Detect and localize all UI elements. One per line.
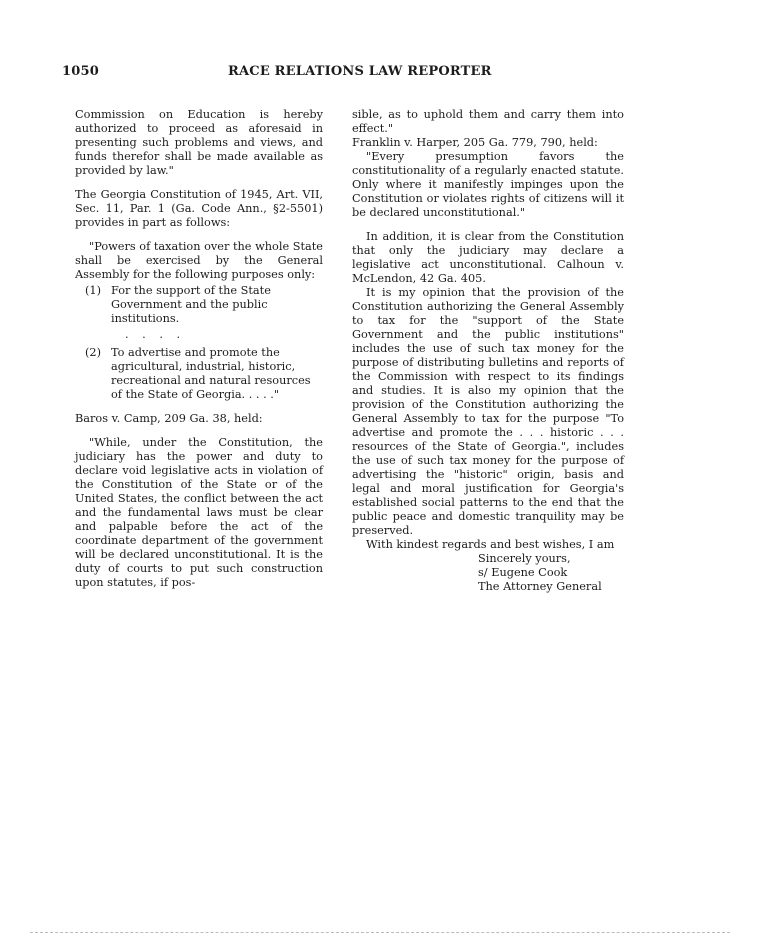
paragraph: In addition, it is clear from the Constitution that only the judiciary may declare a legislative act unconstitutional. Calhoun v. McLendon, 42 Ga. 405. — [352, 230, 624, 285]
signature-block — [478, 552, 624, 594]
left-column — [75, 108, 323, 590]
block-quote: "While, under the Constitution, the judiciary has the power and duty to declare void legislative acts in violation of the Constitution of the State or of the United States, the conflict between the act and the fundamental laws must be clear and palpable before the act of the coordinate department of the government will be declared unconstitutional. It is the duty of courts to put such construction upon statutes, if pos- — [75, 436, 323, 589]
footer-rule — [30, 932, 730, 934]
paragraph: Commission on Education is hereby authorized to proceed as aforesaid in presenting such problems and views, and funds therefor shall be made available as provided by law." — [75, 108, 323, 177]
paragraph: Franklin v. Harper, 205 Ga. 779, 790, held: — [352, 136, 598, 149]
paragraph: Baros v. Camp, 209 Ga. 38, held: — [75, 412, 263, 425]
list-number: (1) — [85, 284, 102, 297]
list-text: To advertise and promote the agricultural, industrial, historic, recreational and natural resources of the State of Georgia. . . . ." — [111, 346, 311, 401]
paragraph: It is my opinion that the provision of the Constitution authorizing the General Assembly to tax for the "support of the State Government and the public institutions" includes the use of such tax money for the purpose of distributing bulletins and reports of the Commission with respect to its findings and studies. It is also my opinion that the provision of the Constitution authorizing the General Assembly to tax for the purpose "To advertise and promote the . . . historic . . . resources of the State of Georgia.", includes the use of such tax money for the purpose of advertising the "historic" origin, basis and legal and moral justification for Georgia's established social patterns to the end that the public peace and domestic tranquility may be preserved. — [352, 286, 624, 537]
list-text: For the support of the State Government and the public institutions. — [111, 284, 271, 325]
right-column — [352, 108, 624, 594]
paragraph: The Georgia Constitution of 1945, Art. VII, Sec. 11, Par. 1 (Ga. Code Ann., §2-5501) provides in part as follows: — [75, 188, 323, 229]
paragraph: With kindest regards and best wishes, I am — [366, 538, 615, 551]
running-head: RACE RELATIONS LAW REPORTER — [228, 64, 492, 79]
signature: s/ Eugene Cook — [478, 566, 568, 579]
page-number: 1050 — [62, 64, 99, 79]
signer-title: The Attorney General — [478, 580, 602, 593]
list-item — [75, 346, 323, 402]
ellipsis: . . . . — [125, 328, 186, 341]
list-number: (2) — [85, 346, 102, 359]
block-quote: "Powers of taxation over the whole State shall be exercised by the General Assembly for the following purposes only: — [75, 240, 323, 281]
closing: Sincerely yours, — [478, 552, 571, 565]
block-quote: "Every presumption favors the constitutionality of a regularly enacted statute. Only where it manifestly impinges upon the Constitution or violates rights of citizens will it be declared unconstitutional." — [352, 150, 624, 219]
list-item — [75, 284, 323, 326]
paragraph: sible, as to uphold them and carry them into effect." — [352, 108, 624, 135]
